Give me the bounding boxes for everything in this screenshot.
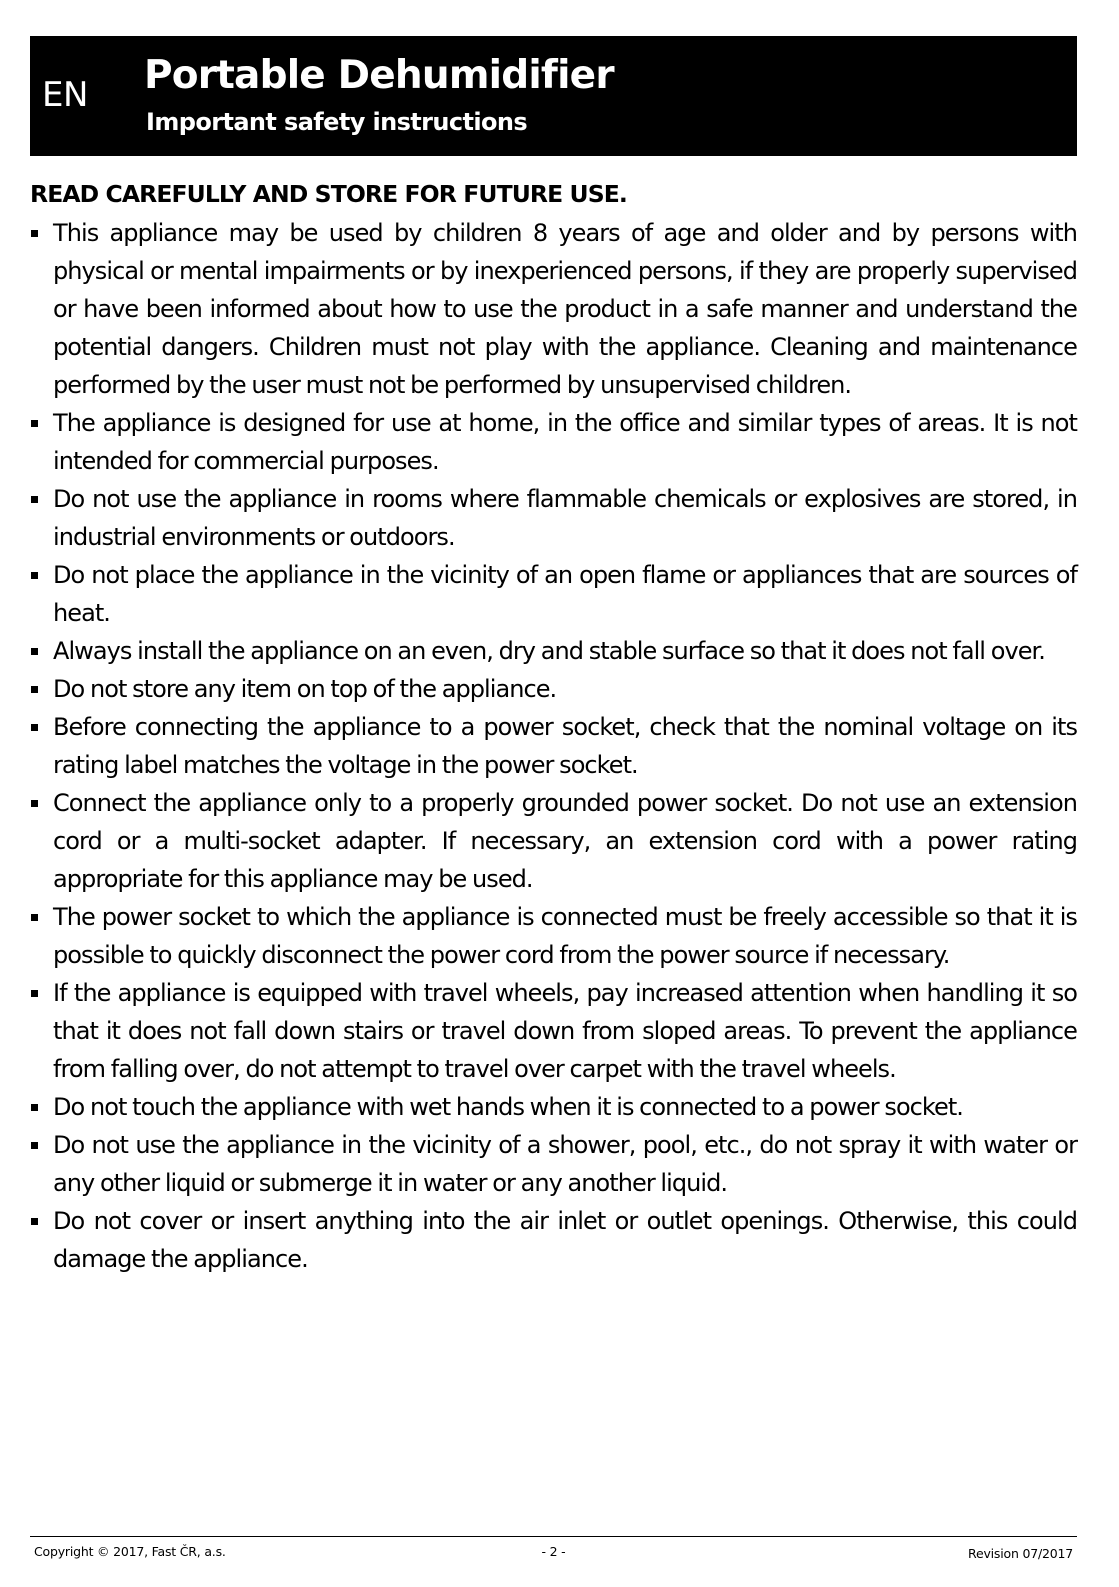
document-title: Portable Dehumidifier: [144, 53, 614, 98]
list-item-text: Do not place the appliance in the vicinity of an open flame or appliances that are sources of heat.: [53, 561, 1077, 627]
list-item: [30, 214, 1077, 404]
bullet-square-icon: [31, 724, 38, 731]
list-item: [30, 1202, 1077, 1278]
document-subtitle: Important safety instructions: [146, 108, 528, 136]
bullet-square-icon: [31, 1218, 38, 1225]
list-item: [30, 480, 1077, 556]
list-item-text: Do not touch the appliance with wet hands when it is connected to a power socket.: [53, 1093, 963, 1121]
footer-copyright: Copyright © 2017, Fast ČR, a.s.: [34, 1544, 226, 1559]
list-item: [30, 784, 1077, 898]
bullet-square-icon: [31, 1142, 38, 1149]
safety-instructions-list: [30, 214, 1077, 1278]
bullet-square-icon: [31, 496, 38, 503]
list-item: [30, 1088, 1077, 1126]
list-item-text: Do not use the appliance in rooms where flammable chemicals or explosives are stored, in industrial environments or outdoors.: [53, 485, 1077, 551]
list-item-text: Do not cover or insert anything into the air inlet or outlet openings. Otherwise, this could damage the appliance.: [53, 1207, 1077, 1273]
list-item-text: Do not store any item on top of the appliance.: [53, 675, 557, 703]
list-item: [30, 404, 1077, 480]
list-item-text: The power socket to which the appliance is connected must be freely accessible so that it is possible to quickly disconnect the power cord from the power source if necessary.: [53, 903, 1077, 969]
list-item-text: Do not use the appliance in the vicinity of a shower, pool, etc., do not spray it with water or any other liquid or submerge it in water or any another liquid.: [53, 1131, 1077, 1197]
list-item: [30, 1126, 1077, 1202]
bullet-square-icon: [31, 800, 38, 807]
header-banner: [30, 36, 1077, 156]
language-code: EN: [42, 75, 88, 115]
main-content: [30, 176, 1077, 1278]
list-item: [30, 556, 1077, 632]
list-item-text: Before connecting the appliance to a power socket, check that the nominal voltage on its rating label matches the voltage in the power socket.: [53, 713, 1077, 779]
bullet-square-icon: [31, 1104, 38, 1111]
bullet-square-icon: [31, 648, 38, 655]
list-item: [30, 670, 1077, 708]
bullet-square-icon: [31, 686, 38, 693]
footer-page-number: - 2 -: [541, 1544, 566, 1559]
list-item-text: Always install the appliance on an even, dry and stable surface so that it does not fall over.: [53, 637, 1045, 665]
page-footer: [30, 1542, 1077, 1562]
list-item: [30, 708, 1077, 784]
bullet-square-icon: [31, 230, 38, 237]
list-item-text: Connect the appliance only to a properly grounded power socket. Do not use an extension cord or a multi-socket adapter. If necessary, an extension cord with a power rating appropriate for this appliance may be used.: [53, 789, 1077, 893]
list-item-text: This appliance may be used by children 8 years of age and older and by persons with physical or mental impairments or by inexperienced persons, if they are properly supervised or have been informed about how to use the product in a safe manner and understand the potential dangers. Children must not play with the appliance. Cleaning and maintenance performed by the user must not be performed by unsupervised children.: [53, 219, 1077, 399]
list-item: [30, 974, 1077, 1088]
bullet-square-icon: [31, 990, 38, 997]
list-item-text: The appliance is designed for use at home, in the office and similar types of areas. It is not intended for commercial purposes.: [53, 409, 1077, 475]
bullet-square-icon: [31, 420, 38, 427]
footer-divider: [30, 1536, 1077, 1537]
list-item-text: If the appliance is equipped with travel wheels, pay increased attention when handling it so that it does not fall down stairs or travel down from sloped areas. To prevent the appliance from falling over, do not attempt to travel over carpet with the travel wheels.: [53, 979, 1077, 1083]
read-notice: READ CAREFULLY AND STORE FOR FUTURE USE.: [30, 180, 627, 208]
list-item: [30, 898, 1077, 974]
list-item: [30, 632, 1077, 670]
footer-revision: Revision 07/2017: [968, 1546, 1073, 1561]
bullet-square-icon: [31, 914, 38, 921]
bullet-square-icon: [31, 572, 38, 579]
